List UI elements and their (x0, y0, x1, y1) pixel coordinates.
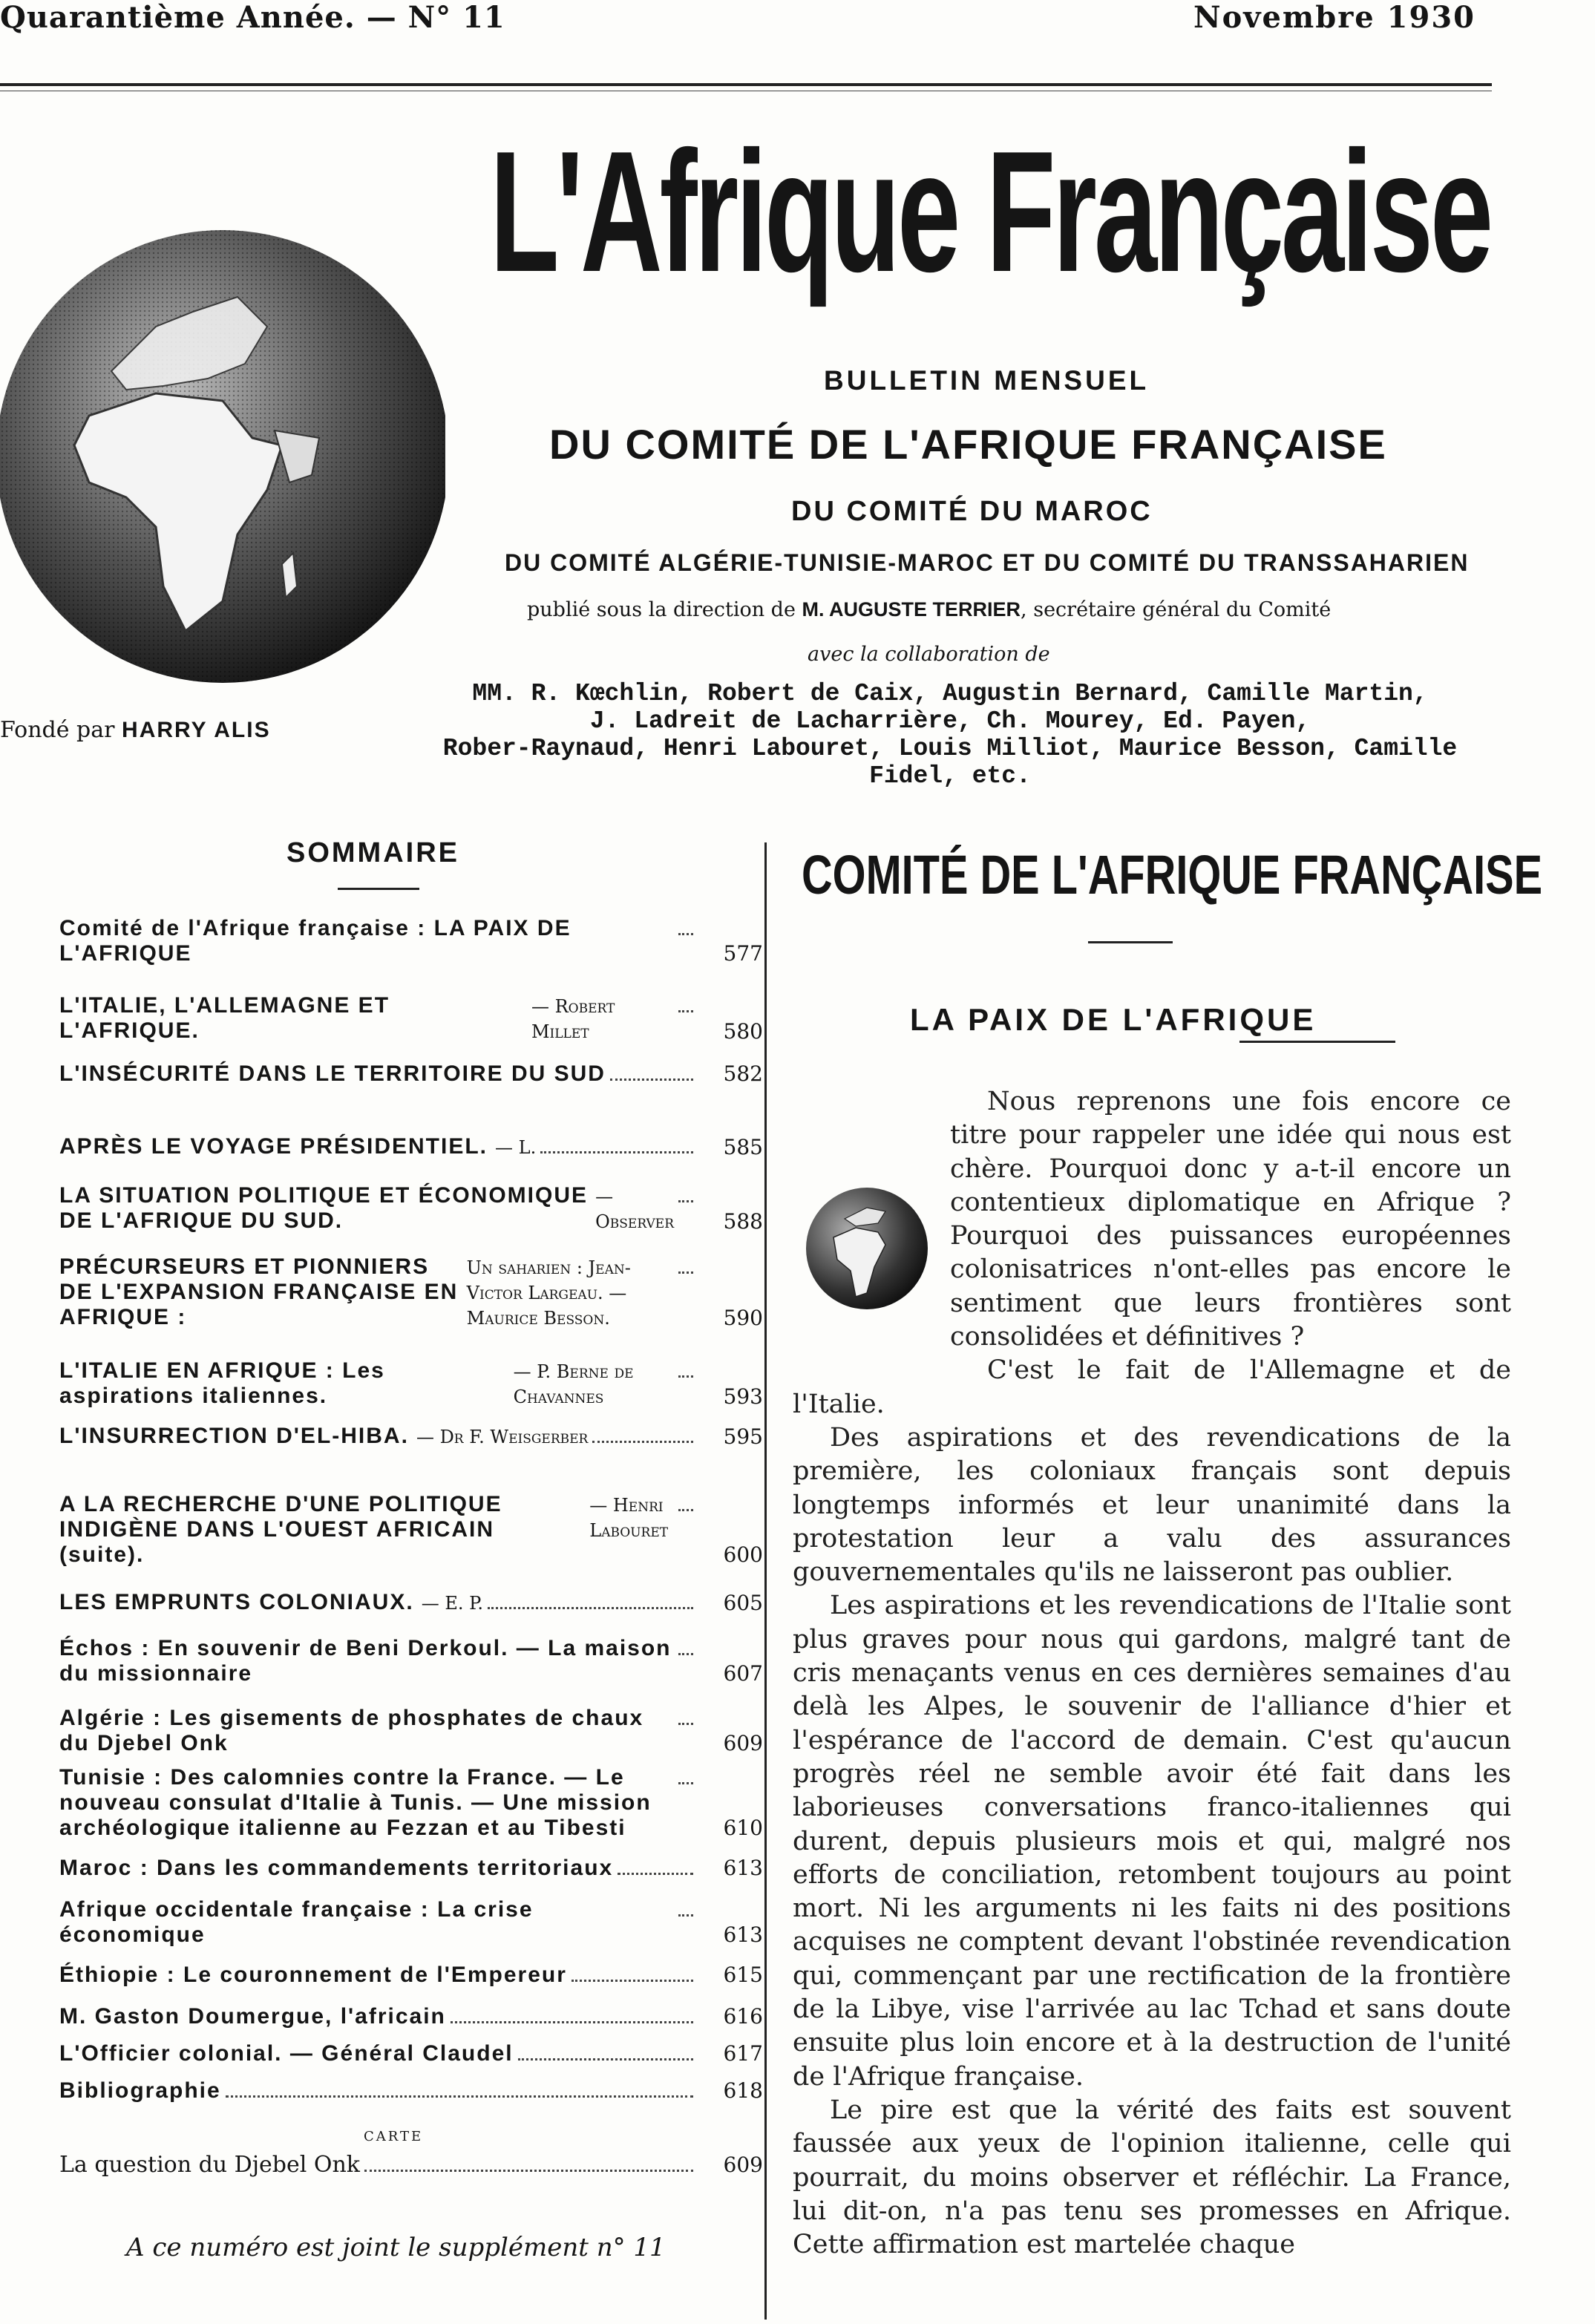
toc-entry[interactable] (59, 1254, 763, 1331)
section-title: COMITÉ DE L'AFRIQUE FRANÇAISE (802, 844, 1543, 906)
toc-entry[interactable] (59, 1134, 763, 1160)
toc-entry-title: Tunisie : Des calomnies contre la France. — Le nouveau consulat d'Italie à Tunis. — Une mission archéologique italienne au Fezzan et au Tibesti (59, 1765, 652, 1840)
collab-intro: avec la collaboration de (808, 643, 1050, 666)
article-paragraph: C'est le fait de l'Allemagne et de l'Italie. (793, 1355, 1511, 1419)
toc-entry-page: 607 (723, 1661, 763, 1686)
toc-entry[interactable] (59, 2078, 763, 2104)
article-title-rule (1239, 1041, 1395, 1043)
toc-entry[interactable] (59, 993, 763, 1044)
algerie-subtitle: DU COMITÉ ALGÉRIE-TUNISIE-MAROC ET DU COMITÉ DU TRANSSAHARIEN (505, 549, 1470, 576)
toc-entry-title: PRÉCURSEURS ET PIONNIERS DE L'EXPANSION FRANÇAISE EN AFRIQUE : (59, 1254, 459, 1329)
toc-entry[interactable] (59, 1897, 763, 1948)
founder-line: Fondé par HARRY ALIS (0, 717, 271, 743)
toc-entry-author: — Dr F. Weisgerber (416, 1427, 589, 1447)
toc-entry-title: Éthiopie : Le couronnement de l'Empereur (59, 1963, 567, 1987)
toc-entry-page: 613 (723, 1922, 763, 1947)
article-paragraph: Des aspirations et des revendications de la première, les coloniaux français sont depuis longtemps informés et leur unanimité dans la protestation leur a valu des assurances gouvernementales qu'ils ne laisseront pas oublier. (793, 1422, 1511, 1588)
toc-entry-page: 617 (723, 2041, 763, 2066)
small-globe-icon (793, 1174, 941, 1367)
comite-subtitle: DU COMITÉ DE L'AFRIQUE FRANÇAISE (549, 421, 1387, 468)
toc-entry-author: — E. P. (421, 1593, 484, 1614)
toc-entry[interactable] (59, 2041, 763, 2066)
supplement-note: A ce numéro est joint le supplément n° 11 (126, 2233, 666, 2262)
toc-entry[interactable] (59, 1492, 763, 1568)
toc-entry-title: APRÈS LE VOYAGE PRÉSIDENTIEL. (59, 1134, 488, 1159)
article-title: LA PAIX DE L'AFRIQUE (910, 1002, 1317, 1037)
toc-entry-page: 600 (723, 1542, 763, 1567)
toc-entry-page: 577 (723, 941, 763, 966)
toc-entry-author: — L. (495, 1137, 537, 1158)
carte-entry[interactable]: La question du Djebel Onk 609 (59, 2152, 763, 2178)
toc-entry[interactable] (59, 1706, 763, 1756)
toc-entry[interactable] (59, 1590, 763, 1616)
toc-entry[interactable] (59, 1856, 763, 1881)
toc-entry-title: LES EMPRUNTS COLONIAUX. (59, 1590, 414, 1614)
article-paragraph: Les aspirations et les revendications de l'Italie sont plus graves pour nous qui gardons, malgré tant de cris menaçants venus en ces dernières semaines d'au delà les Alpes, le souvenir de l'alliance d'hier et l'espérance de l'accord de demain. C'est qu'aucun progrès réel ne semble avoir été fait dans les laborieuses conversations franco-italiennes qui durent, depuis plusieurs mois et qui, malgré nos efforts de conciliation, retombent toujours au point mort. Ni les arguments ni les faits ni des positions acquises ne comptent devant l'obstinée revendication qui, commençant par une rectification de la frontière de la Libye, vise l'arrivée au lac Tchad et sans doute ensuite plus loin encore et à la destruction de l'unité de l'Afrique française. (793, 1591, 1511, 2092)
issue-date: Novembre 1930 (1193, 0, 1476, 35)
direction-line: publié sous la direction de M. AUGUSTE TERRIER, secrétaire général du Comité (527, 598, 1332, 621)
toc-entry[interactable] (59, 1358, 763, 1410)
article-paragraph: Le pire est que la vérité des faits est souvent faussée aux yeux de l'opinion italienne, celle qui pourrait, du moins observer et réfléchir. La France, lui dit-on, n'a pas tenu ses promesses en Afrique. Cette affirmation est martelée chaque (793, 2095, 1511, 2260)
toc-entry[interactable] (59, 1061, 763, 1087)
toc-entry-page: 580 (723, 1019, 763, 1044)
toc-entry[interactable] (59, 1183, 763, 1234)
toc-entry-title: Algérie : Les gisements de phosphates de chaux du Djebel Onk (59, 1706, 644, 1755)
toc-entry[interactable] (59, 1424, 763, 1450)
maroc-subtitle: DU COMITÉ DU MAROC (791, 496, 1153, 527)
toc-entry-author: — Henri Labouret (589, 1495, 669, 1541)
toc-entry-author: — P. Berne de Chavannes (513, 1361, 634, 1407)
sommaire-heading: SOMMAIRE (286, 837, 459, 868)
toc-entry-title: Bibliographie (59, 2078, 221, 2103)
toc-entry-title: L'INSÉCURITÉ DANS LE TERRITOIRE DU SUD (59, 1061, 606, 1086)
toc-entry-page: 610 (723, 1816, 763, 1840)
toc-entry-page: 590 (723, 1306, 763, 1330)
toc-entry-title: L'INSURRECTION D'EL-HIBA. (59, 1424, 409, 1448)
carte-label: CARTE (364, 2129, 424, 2144)
toc-entry-page: 613 (723, 1856, 763, 1880)
bulletin-subtitle: BULLETIN MENSUEL (824, 365, 1150, 396)
article-body (793, 1085, 1511, 2262)
toc-entry-page: 605 (723, 1591, 763, 1615)
toc-entry-title: Afrique occidentale française : La crise économique (59, 1897, 534, 1947)
toc-entry-title: Comité de l'Afrique française : LA PAIX DE L'AFRIQUE (59, 916, 571, 966)
toc-entry-title: LA SITUATION POLITIQUE ET ÉCONOMIQUE DE L'AFRIQUE DU SUD. (59, 1183, 589, 1233)
toc-entry-page: 595 (723, 1424, 763, 1449)
toc-entry-title: A LA RECHERCHE D'UNE POLITIQUE INDIGÈNE DANS L'OUEST AFRICAIN (suite). (59, 1492, 502, 1567)
toc-entry-title: L'Officier colonial. — Général Claudel (59, 2041, 514, 2066)
globe-illustration (0, 215, 445, 698)
header-rule (0, 83, 1492, 86)
issue-number: Quarantième Année. — N° 11 (0, 0, 505, 35)
toc-entry-author: Un saharien : Jean-Victor Largeau. — Maurice Besson. (466, 1257, 631, 1329)
toc-entry-author: — Observer (595, 1186, 674, 1232)
toc-entry-title: L'ITALIE, L'ALLEMAGNE ET L'AFRIQUE. (59, 993, 390, 1043)
carte-page: 609 (723, 2153, 763, 2177)
toc-entry-page: 585 (723, 1135, 763, 1159)
toc-entry-page: 616 (723, 2004, 763, 2029)
toc-entry[interactable] (59, 916, 763, 966)
toc-entry-page: 582 (723, 1061, 763, 1086)
toc-entry-page: 615 (723, 1963, 763, 1987)
section-rule (1088, 941, 1173, 943)
toc-entry-title: Maroc : Dans les commandements territoriaux (59, 1856, 614, 1880)
article-paragraph: Nous reprenons une fois encore ce titre pour rappeler une idée qui nous est chère. Pourquoi donc y a-t-il encore un contentieux diplomatique en Afrique ? Pourquoi des puissances européennes colonisatrices n'ont-elles pas encore le sentiment que leurs frontières sont consolidées et définitives ? (950, 1087, 1511, 1352)
column-divider (764, 842, 767, 2320)
toc-entry-page: 588 (723, 1209, 763, 1234)
toc-entry-title: L'ITALIE EN AFRIQUE : Les aspirations italiennes. (59, 1358, 385, 1408)
toc-entry[interactable] (59, 1636, 763, 1686)
toc-entry[interactable] (59, 2004, 763, 2029)
toc-entry-page: 609 (723, 1731, 763, 1755)
toc-entry[interactable] (59, 1765, 763, 1841)
masthead-title: L'Afrique Française (490, 116, 1491, 308)
toc-entry-page: 618 (723, 2078, 763, 2103)
toc-entry-page: 593 (723, 1384, 763, 1409)
toc-entry-title: Échos : En souvenir de Beni Derkoul. — La maison du missionnaire (59, 1636, 672, 1686)
toc-entry-title: M. Gaston Doumergue, l'africain (59, 2004, 446, 2029)
toc-entry-author: — Robert Millet (531, 996, 615, 1042)
toc-entry[interactable] (59, 1963, 763, 1988)
collaborators: MM. R. Kœchlin, Robert de Caix, Augustin Bernard, Camille Martin, J. Ladreit de Lacharrière, Ch. Mourey, Ed. Payen, Rober-Raynaud, Henri Labouret, Louis Milliot, Maurice Besson, Camille Fidel, etc. (442, 680, 1458, 790)
sommaire-rule (338, 888, 419, 890)
